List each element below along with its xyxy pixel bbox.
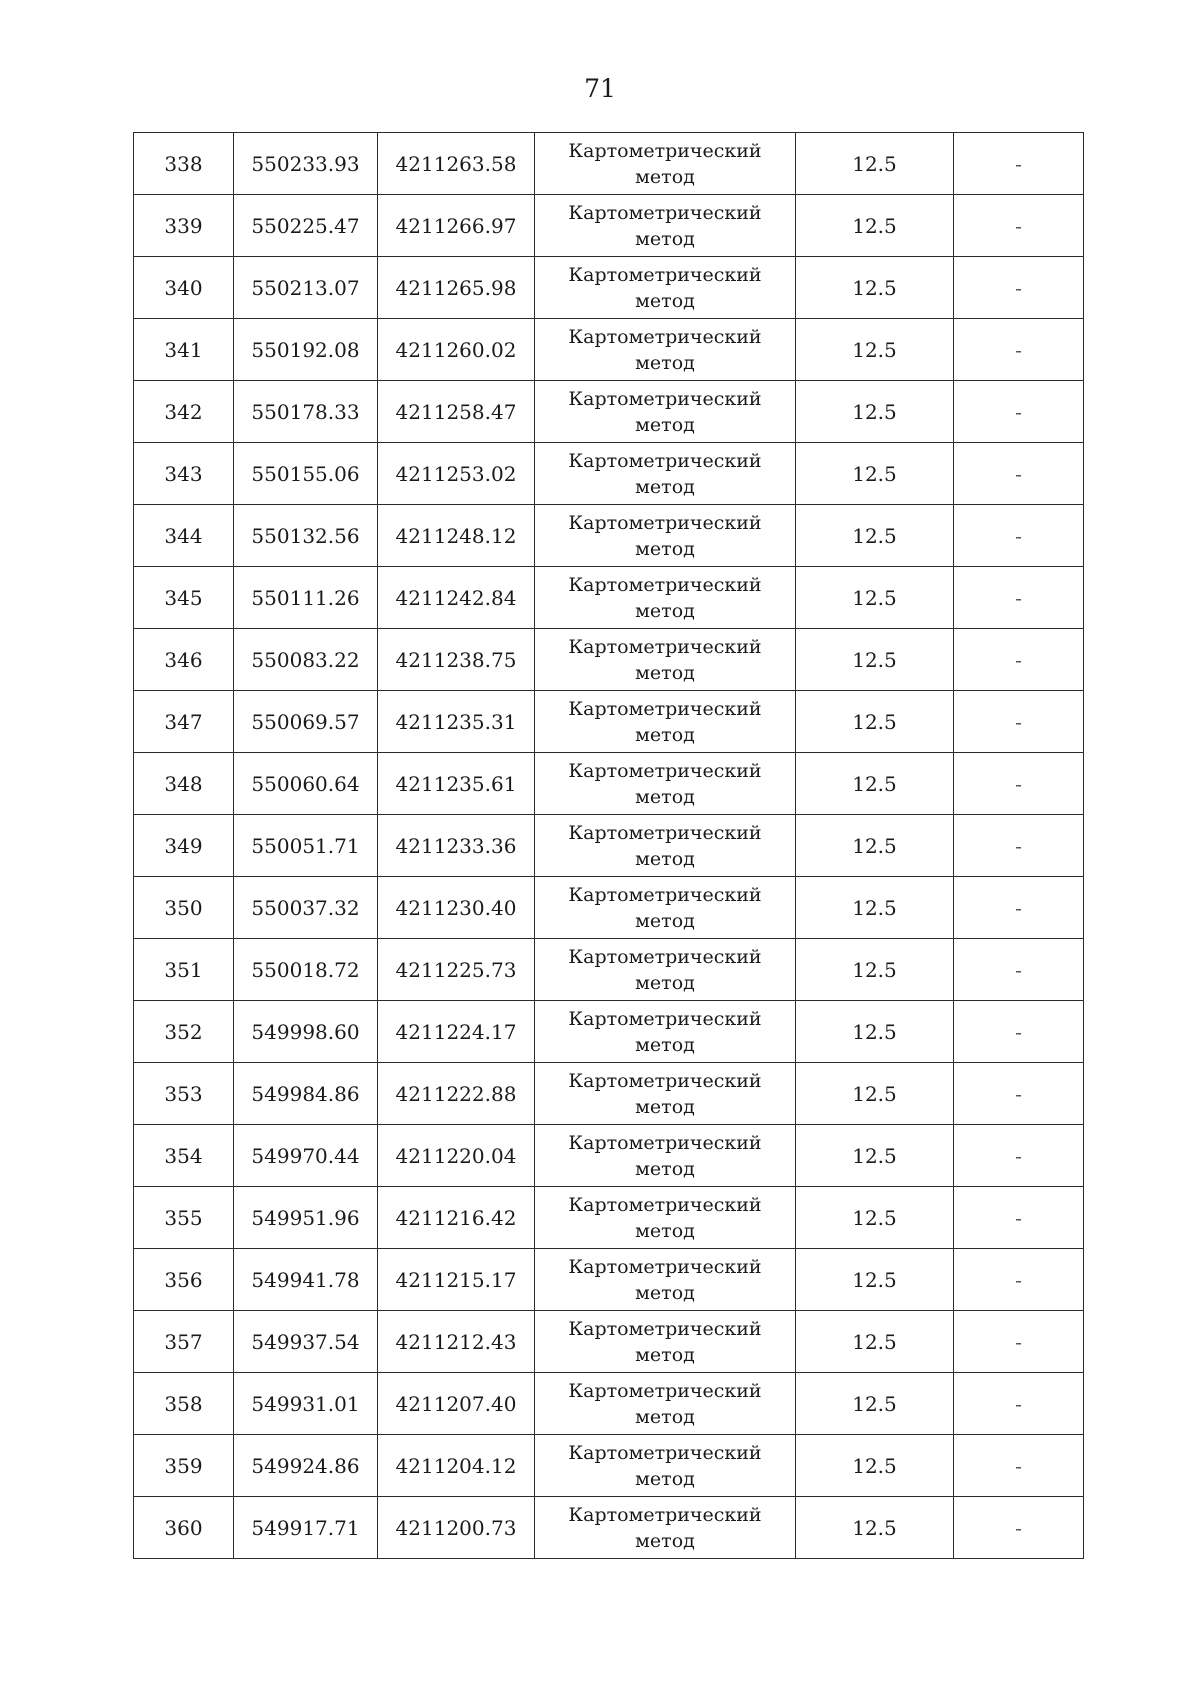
x-coordinate-cell: 549931.01 [234, 1373, 378, 1435]
method-text: Картометрический метод [568, 511, 762, 560]
table-row [134, 1187, 1084, 1249]
accuracy-cell: 12.5 [796, 629, 954, 691]
y-coordinate-cell: 4211216.42 [378, 1187, 535, 1249]
note-cell: - [954, 1125, 1084, 1187]
accuracy-cell: 12.5 [796, 1497, 954, 1559]
method-cell [535, 443, 796, 505]
note-cell: - [954, 195, 1084, 257]
point-id-cell: 340 [134, 257, 234, 319]
note-cell: - [954, 381, 1084, 443]
method-cell [535, 1373, 796, 1435]
table-row [134, 815, 1084, 877]
x-coordinate-cell: 549924.86 [234, 1435, 378, 1497]
method-cell [535, 505, 796, 567]
accuracy-cell: 12.5 [796, 939, 954, 1001]
x-coordinate-cell: 550060.64 [234, 753, 378, 815]
table-row [134, 505, 1084, 567]
note-cell: - [954, 257, 1084, 319]
method-cell [535, 319, 796, 381]
x-coordinate-cell: 550213.07 [234, 257, 378, 319]
note-cell: - [954, 567, 1084, 629]
method-cell [535, 815, 796, 877]
accuracy-cell: 12.5 [796, 381, 954, 443]
accuracy-cell: 12.5 [796, 1435, 954, 1497]
accuracy-cell: 12.5 [796, 877, 954, 939]
x-coordinate-cell: 550051.71 [234, 815, 378, 877]
y-coordinate-cell: 4211238.75 [378, 629, 535, 691]
table-row [134, 257, 1084, 319]
table-row [134, 1249, 1084, 1311]
y-coordinate-cell: 4211207.40 [378, 1373, 535, 1435]
method-text: Картометрический метод [568, 1503, 762, 1552]
x-coordinate-cell: 550192.08 [234, 319, 378, 381]
table-row [134, 1063, 1084, 1125]
note-cell: - [954, 1001, 1084, 1063]
x-coordinate-cell: 550225.47 [234, 195, 378, 257]
point-id-cell: 354 [134, 1125, 234, 1187]
accuracy-cell: 12.5 [796, 195, 954, 257]
note-cell: - [954, 505, 1084, 567]
x-coordinate-cell: 550083.22 [234, 629, 378, 691]
y-coordinate-cell: 4211200.73 [378, 1497, 535, 1559]
method-text: Картометрический метод [568, 1069, 762, 1118]
table-row [134, 939, 1084, 1001]
method-text: Картометрический метод [568, 759, 762, 808]
table-row [134, 381, 1084, 443]
point-id-cell: 350 [134, 877, 234, 939]
x-coordinate-cell: 549951.96 [234, 1187, 378, 1249]
point-id-cell: 353 [134, 1063, 234, 1125]
table-row [134, 1001, 1084, 1063]
x-coordinate-cell: 550132.56 [234, 505, 378, 567]
method-text: Картометрический метод [568, 325, 762, 374]
y-coordinate-cell: 4211215.17 [378, 1249, 535, 1311]
method-text: Картометрический метод [568, 573, 762, 622]
y-coordinate-cell: 4211224.17 [378, 1001, 535, 1063]
point-id-cell: 352 [134, 1001, 234, 1063]
method-cell [535, 939, 796, 1001]
table-row [134, 1435, 1084, 1497]
y-coordinate-cell: 4211235.31 [378, 691, 535, 753]
point-id-cell: 359 [134, 1435, 234, 1497]
y-coordinate-cell: 4211212.43 [378, 1311, 535, 1373]
point-id-cell: 338 [134, 133, 234, 195]
table-row [134, 753, 1084, 815]
note-cell: - [954, 1311, 1084, 1373]
method-text: Картометрический метод [568, 1255, 762, 1304]
accuracy-cell: 12.5 [796, 319, 954, 381]
point-id-cell: 358 [134, 1373, 234, 1435]
note-cell: - [954, 939, 1084, 1001]
x-coordinate-cell: 549937.54 [234, 1311, 378, 1373]
table-row [134, 195, 1084, 257]
method-text: Картометрический метод [568, 1007, 762, 1056]
point-id-cell: 344 [134, 505, 234, 567]
x-coordinate-cell: 549970.44 [234, 1125, 378, 1187]
note-cell: - [954, 1063, 1084, 1125]
page-number: 71 [584, 74, 616, 103]
note-cell: - [954, 1497, 1084, 1559]
x-coordinate-cell: 549998.60 [234, 1001, 378, 1063]
point-id-cell: 345 [134, 567, 234, 629]
y-coordinate-cell: 4211225.73 [378, 939, 535, 1001]
note-cell: - [954, 1249, 1084, 1311]
accuracy-cell: 12.5 [796, 1187, 954, 1249]
y-coordinate-cell: 4211204.12 [378, 1435, 535, 1497]
y-coordinate-cell: 4211263.58 [378, 133, 535, 195]
x-coordinate-cell: 549941.78 [234, 1249, 378, 1311]
coordinates-table [133, 132, 1084, 1559]
point-id-cell: 356 [134, 1249, 234, 1311]
table-row [134, 1373, 1084, 1435]
x-coordinate-cell: 550018.72 [234, 939, 378, 1001]
table-row [134, 319, 1084, 381]
y-coordinate-cell: 4211220.04 [378, 1125, 535, 1187]
method-text: Картометрический метод [568, 201, 762, 250]
note-cell: - [954, 1435, 1084, 1497]
table-row [134, 1125, 1084, 1187]
note-cell: - [954, 133, 1084, 195]
note-cell: - [954, 319, 1084, 381]
table-row [134, 1311, 1084, 1373]
method-text: Картометрический метод [568, 1131, 762, 1180]
y-coordinate-cell: 4211253.02 [378, 443, 535, 505]
point-id-cell: 349 [134, 815, 234, 877]
accuracy-cell: 12.5 [796, 1249, 954, 1311]
x-coordinate-cell: 549917.71 [234, 1497, 378, 1559]
point-id-cell: 341 [134, 319, 234, 381]
note-cell: - [954, 753, 1084, 815]
point-id-cell: 346 [134, 629, 234, 691]
table-row [134, 567, 1084, 629]
method-cell [535, 1063, 796, 1125]
accuracy-cell: 12.5 [796, 443, 954, 505]
x-coordinate-cell: 550037.32 [234, 877, 378, 939]
method-cell [535, 1249, 796, 1311]
method-cell [535, 1311, 796, 1373]
y-coordinate-cell: 4211248.12 [378, 505, 535, 567]
note-cell: - [954, 629, 1084, 691]
method-cell [535, 877, 796, 939]
note-cell: - [954, 1187, 1084, 1249]
point-id-cell: 348 [134, 753, 234, 815]
accuracy-cell: 12.5 [796, 1311, 954, 1373]
method-cell [535, 629, 796, 691]
accuracy-cell: 12.5 [796, 1063, 954, 1125]
point-id-cell: 347 [134, 691, 234, 753]
note-cell: - [954, 443, 1084, 505]
method-cell [535, 381, 796, 443]
accuracy-cell: 12.5 [796, 815, 954, 877]
method-cell [535, 1497, 796, 1559]
y-coordinate-cell: 4211222.88 [378, 1063, 535, 1125]
method-cell [535, 691, 796, 753]
accuracy-cell: 12.5 [796, 691, 954, 753]
method-text: Картометрический метод [568, 449, 762, 498]
point-id-cell: 342 [134, 381, 234, 443]
method-text: Картометрический метод [568, 1193, 762, 1242]
point-id-cell: 339 [134, 195, 234, 257]
table-row [134, 443, 1084, 505]
x-coordinate-cell: 550233.93 [234, 133, 378, 195]
note-cell: - [954, 691, 1084, 753]
y-coordinate-cell: 4211266.97 [378, 195, 535, 257]
method-cell [535, 257, 796, 319]
accuracy-cell: 12.5 [796, 567, 954, 629]
point-id-cell: 357 [134, 1311, 234, 1373]
y-coordinate-cell: 4211235.61 [378, 753, 535, 815]
y-coordinate-cell: 4211242.84 [378, 567, 535, 629]
method-text: Картометрический метод [568, 883, 762, 932]
x-coordinate-cell: 550111.26 [234, 567, 378, 629]
method-text: Картометрический метод [568, 139, 762, 188]
table-row [134, 1497, 1084, 1559]
y-coordinate-cell: 4211265.98 [378, 257, 535, 319]
method-cell [535, 753, 796, 815]
table-row [134, 629, 1084, 691]
point-id-cell: 351 [134, 939, 234, 1001]
x-coordinate-cell: 550155.06 [234, 443, 378, 505]
y-coordinate-cell: 4211233.36 [378, 815, 535, 877]
accuracy-cell: 12.5 [796, 753, 954, 815]
note-cell: - [954, 877, 1084, 939]
method-cell [535, 1435, 796, 1497]
accuracy-cell: 12.5 [796, 1125, 954, 1187]
x-coordinate-cell: 550069.57 [234, 691, 378, 753]
method-text: Картометрический метод [568, 1317, 762, 1366]
method-cell [535, 1001, 796, 1063]
method-text: Картометрический метод [568, 945, 762, 994]
method-cell [535, 1187, 796, 1249]
x-coordinate-cell: 549984.86 [234, 1063, 378, 1125]
note-cell: - [954, 1373, 1084, 1435]
point-id-cell: 343 [134, 443, 234, 505]
method-text: Картометрический метод [568, 1379, 762, 1428]
method-cell [535, 567, 796, 629]
method-text: Картометрический метод [568, 635, 762, 684]
accuracy-cell: 12.5 [796, 257, 954, 319]
method-text: Картометрический метод [568, 821, 762, 870]
table-row [134, 877, 1084, 939]
method-text: Картометрический метод [568, 387, 762, 436]
accuracy-cell: 12.5 [796, 133, 954, 195]
accuracy-cell: 12.5 [796, 1001, 954, 1063]
method-text: Картометрический метод [568, 697, 762, 746]
method-cell [535, 1125, 796, 1187]
point-id-cell: 360 [134, 1497, 234, 1559]
point-id-cell: 355 [134, 1187, 234, 1249]
method-cell [535, 195, 796, 257]
note-cell: - [954, 815, 1084, 877]
method-cell [535, 133, 796, 195]
y-coordinate-cell: 4211258.47 [378, 381, 535, 443]
coordinates-table-body [134, 133, 1084, 1559]
x-coordinate-cell: 550178.33 [234, 381, 378, 443]
method-text: Картометрический метод [568, 1441, 762, 1490]
y-coordinate-cell: 4211260.02 [378, 319, 535, 381]
method-text: Картометрический метод [568, 263, 762, 312]
accuracy-cell: 12.5 [796, 505, 954, 567]
table-row [134, 133, 1084, 195]
accuracy-cell: 12.5 [796, 1373, 954, 1435]
y-coordinate-cell: 4211230.40 [378, 877, 535, 939]
table-row [134, 691, 1084, 753]
